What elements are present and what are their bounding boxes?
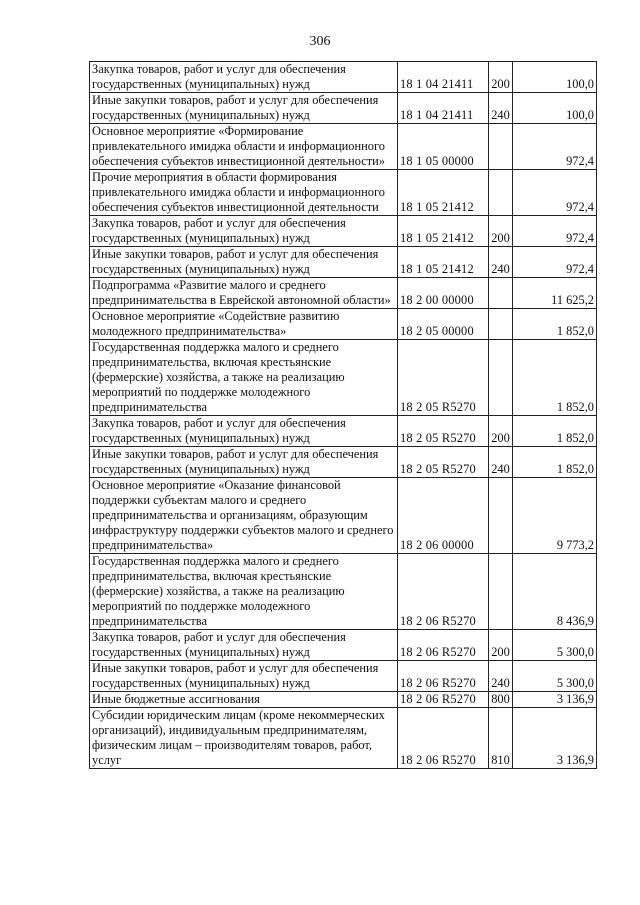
table-row bbox=[90, 309, 597, 340]
table-row bbox=[90, 630, 597, 661]
row-vr-code: 240 bbox=[489, 93, 513, 124]
row-vr-code bbox=[489, 124, 513, 170]
row-name: Закупка товаров, работ и услуг для обеспечения государственных (муниципальных) нужд bbox=[90, 62, 398, 93]
row-vr-code: 800 bbox=[489, 692, 513, 708]
row-csr-code: 18 1 05 21412 bbox=[398, 247, 489, 278]
row-name: Прочие мероприятия в области формирования привлекательного имиджа области и информационного обеспечения субъектов инвестиционной деятельности bbox=[90, 170, 398, 216]
row-csr-code: 18 2 06 R5270 bbox=[398, 692, 489, 708]
row-name: Основное мероприятие «Оказание финансовой поддержки субъектам малого и среднего предпринимательства и организациям, образующим инфраструктуру поддержки субъектов малого и среднего предпринимательства» bbox=[90, 478, 398, 554]
table-row bbox=[90, 93, 597, 124]
row-csr-code: 18 2 05 R5270 bbox=[398, 340, 489, 416]
table-row bbox=[90, 340, 597, 416]
row-name: Закупка товаров, работ и услуг для обеспечения государственных (муниципальных) нужд bbox=[90, 216, 398, 247]
row-name: Закупка товаров, работ и услуг для обеспечения государственных (муниципальных) нужд bbox=[90, 630, 398, 661]
row-csr-code: 18 2 06 R5270 bbox=[398, 661, 489, 692]
row-csr-code: 18 2 06 R5270 bbox=[398, 630, 489, 661]
row-amount: 972,4 bbox=[513, 216, 597, 247]
row-csr-code: 18 2 05 R5270 bbox=[398, 416, 489, 447]
row-amount: 972,4 bbox=[513, 247, 597, 278]
row-vr-code: 200 bbox=[489, 216, 513, 247]
row-name: Иные закупки товаров, работ и услуг для обеспечения государственных (муниципальных) нужд bbox=[90, 93, 398, 124]
table-row bbox=[90, 554, 597, 630]
row-csr-code: 18 2 06 R5270 bbox=[398, 708, 489, 769]
row-csr-code: 18 2 05 R5270 bbox=[398, 447, 489, 478]
row-amount: 1 852,0 bbox=[513, 416, 597, 447]
row-amount: 1 852,0 bbox=[513, 340, 597, 416]
table-row bbox=[90, 708, 597, 769]
row-csr-code: 18 1 04 21411 bbox=[398, 93, 489, 124]
row-csr-code: 18 2 06 00000 bbox=[398, 478, 489, 554]
row-name: Закупка товаров, работ и услуг для обеспечения государственных (муниципальных) нужд bbox=[90, 416, 398, 447]
row-name: Основное мероприятие «Формирование привлекательного имиджа области и информационного обеспечения субъектов инвестиционной деятельности» bbox=[90, 124, 398, 170]
row-name: Основное мероприятие «Содействие развитию молодежного предпринимательства» bbox=[90, 309, 398, 340]
page-number: 306 bbox=[309, 34, 331, 49]
row-vr-code: 200 bbox=[489, 62, 513, 93]
table-row bbox=[90, 447, 597, 478]
table-row bbox=[90, 278, 597, 309]
row-amount: 8 436,9 bbox=[513, 554, 597, 630]
row-amount: 1 852,0 bbox=[513, 447, 597, 478]
row-amount: 100,0 bbox=[513, 93, 597, 124]
table-row bbox=[90, 478, 597, 554]
row-amount: 972,4 bbox=[513, 124, 597, 170]
row-name: Подпрограмма «Развитие малого и среднего предпринимательства в Еврейской автономной области» bbox=[90, 278, 398, 309]
row-name: Иные закупки товаров, работ и услуг для обеспечения государственных (муниципальных) нужд bbox=[90, 661, 398, 692]
row-csr-code: 18 2 06 R5270 bbox=[398, 554, 489, 630]
row-amount: 1 852,0 bbox=[513, 309, 597, 340]
row-vr-code bbox=[489, 170, 513, 216]
row-amount: 100,0 bbox=[513, 62, 597, 93]
row-csr-code: 18 1 04 21411 bbox=[398, 62, 489, 93]
row-vr-code: 240 bbox=[489, 247, 513, 278]
row-name: Иные закупки товаров, работ и услуг для обеспечения государственных (муниципальных) нужд bbox=[90, 247, 398, 278]
row-vr-code: 200 bbox=[489, 416, 513, 447]
row-name: Иные бюджетные ассигнования bbox=[90, 692, 398, 708]
row-csr-code: 18 2 05 00000 bbox=[398, 309, 489, 340]
row-csr-code: 18 2 00 00000 bbox=[398, 278, 489, 309]
row-vr-code bbox=[489, 478, 513, 554]
budget-table bbox=[89, 61, 597, 769]
row-amount: 3 136,9 bbox=[513, 692, 597, 708]
row-name: Государственная поддержка малого и среднего предпринимательства, включая крестьянские (фермерские) хозяйства, а также на реализацию мероприятий по поддержке молодежного предпринимательства bbox=[90, 340, 398, 416]
row-vr-code: 240 bbox=[489, 447, 513, 478]
table-row bbox=[90, 62, 597, 93]
row-vr-code bbox=[489, 554, 513, 630]
row-amount: 972,4 bbox=[513, 170, 597, 216]
row-vr-code bbox=[489, 309, 513, 340]
table-row bbox=[90, 247, 597, 278]
table-row bbox=[90, 692, 597, 708]
row-csr-code: 18 1 05 21412 bbox=[398, 170, 489, 216]
row-amount: 9 773,2 bbox=[513, 478, 597, 554]
row-name: Иные закупки товаров, работ и услуг для обеспечения государственных (муниципальных) нужд bbox=[90, 447, 398, 478]
row-csr-code: 18 1 05 00000 bbox=[398, 124, 489, 170]
row-vr-code bbox=[489, 340, 513, 416]
table-row bbox=[90, 170, 597, 216]
row-amount: 5 300,0 bbox=[513, 661, 597, 692]
table-row bbox=[90, 661, 597, 692]
row-amount: 5 300,0 bbox=[513, 630, 597, 661]
row-csr-code: 18 1 05 21412 bbox=[398, 216, 489, 247]
row-vr-code bbox=[489, 278, 513, 309]
table-row bbox=[90, 416, 597, 447]
table-row bbox=[90, 216, 597, 247]
row-amount: 11 625,2 bbox=[513, 278, 597, 309]
row-name: Субсидии юридическим лицам (кроме некоммерческих организаций), индивидуальным предпринимателям, физическим лицам – производителям товаров, работ, услуг bbox=[90, 708, 398, 769]
row-vr-code: 200 bbox=[489, 630, 513, 661]
row-vr-code: 240 bbox=[489, 661, 513, 692]
row-vr-code: 810 bbox=[489, 708, 513, 769]
row-amount: 3 136,9 bbox=[513, 708, 597, 769]
table-row bbox=[90, 124, 597, 170]
row-name: Государственная поддержка малого и среднего предпринимательства, включая крестьянские (фермерские) хозяйства, а также на реализацию мероприятий по поддержке молодежного предпринимательства bbox=[90, 554, 398, 630]
